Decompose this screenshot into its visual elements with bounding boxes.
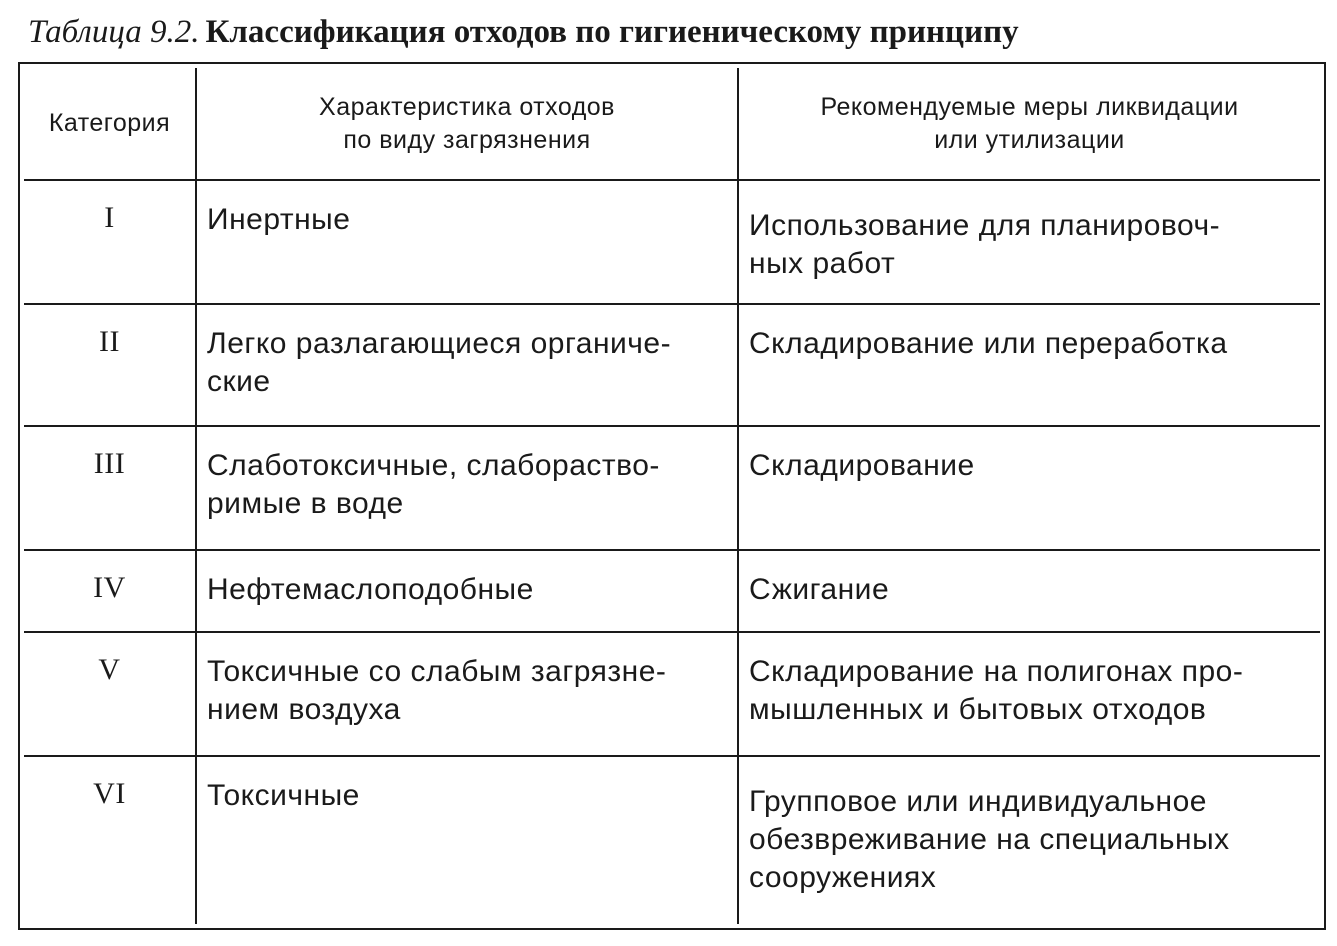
header-row	[24, 68, 1320, 180]
cell-line: мышленных и бытовых отходов	[749, 693, 1207, 726]
category-cell: III	[24, 426, 196, 550]
category-cell: IV	[24, 550, 196, 632]
cell-line: Сжигание	[749, 573, 890, 606]
characteristic-cell	[196, 550, 738, 632]
cell-line: Складирование или переработка	[749, 327, 1228, 360]
cell-line: Нефтемаслоподобные	[207, 573, 534, 606]
cell-line: Токсичные	[207, 779, 360, 812]
header-characteristic-line-2: по виду загрязнения	[343, 125, 591, 154]
cell-line: римые в воде	[207, 487, 404, 520]
cell-line: Складирование на полигонах про-	[749, 655, 1244, 688]
header-measures-line-1: Рекомендуемые меры ликвидации	[820, 92, 1239, 121]
measures-cell	[738, 180, 1320, 304]
category-cell: VI	[24, 756, 196, 924]
characteristic-cell	[196, 426, 738, 550]
cell-line: нием воздуха	[207, 693, 401, 726]
table-frame	[18, 62, 1326, 930]
table-row	[24, 304, 1320, 426]
cell-line: обезвреживание на специальных	[749, 823, 1230, 856]
measures-cell	[738, 632, 1320, 756]
cell-line: ных работ	[749, 247, 896, 280]
table-row	[24, 550, 1320, 632]
header-characteristic-line-1: Характеристика отходов	[319, 92, 615, 121]
category-cell: V	[24, 632, 196, 756]
cell-line: сооружениях	[749, 861, 937, 894]
waste-classification-table	[24, 68, 1320, 924]
cell-line: Использование для планировоч-	[749, 209, 1221, 242]
cell-line: Легко разлагающиеся органиче-	[207, 327, 672, 360]
cell-line: Слаботоксичные, слабораство-	[207, 449, 660, 482]
category-cell: I	[24, 180, 196, 304]
cell-line: Складирование	[749, 449, 975, 482]
measures-cell	[738, 756, 1320, 924]
table-row	[24, 180, 1320, 304]
characteristic-cell	[196, 632, 738, 756]
header-measures	[738, 68, 1320, 180]
header-category: Категория	[24, 68, 196, 180]
cell-line: Инертные	[207, 203, 351, 236]
header-measures-line-2: или утилизации	[934, 125, 1125, 154]
cell-line: Токсичные со слабым загрязне-	[207, 655, 667, 688]
caption-label: Таблица 9.2.	[28, 14, 200, 50]
characteristic-cell	[196, 756, 738, 924]
table-caption	[28, 10, 1019, 54]
cell-line: Групповое или индивидуальное	[749, 785, 1207, 818]
header-characteristic	[196, 68, 738, 180]
table-row	[24, 756, 1320, 924]
cell-line: ские	[207, 365, 271, 398]
measures-cell	[738, 550, 1320, 632]
table-row	[24, 632, 1320, 756]
measures-cell	[738, 426, 1320, 550]
category-cell: II	[24, 304, 196, 426]
measures-cell	[738, 304, 1320, 426]
characteristic-cell	[196, 180, 738, 304]
table-row	[24, 426, 1320, 550]
caption-title: Классификация отходов по гигиеническому принципу	[205, 14, 1019, 50]
characteristic-cell	[196, 304, 738, 426]
